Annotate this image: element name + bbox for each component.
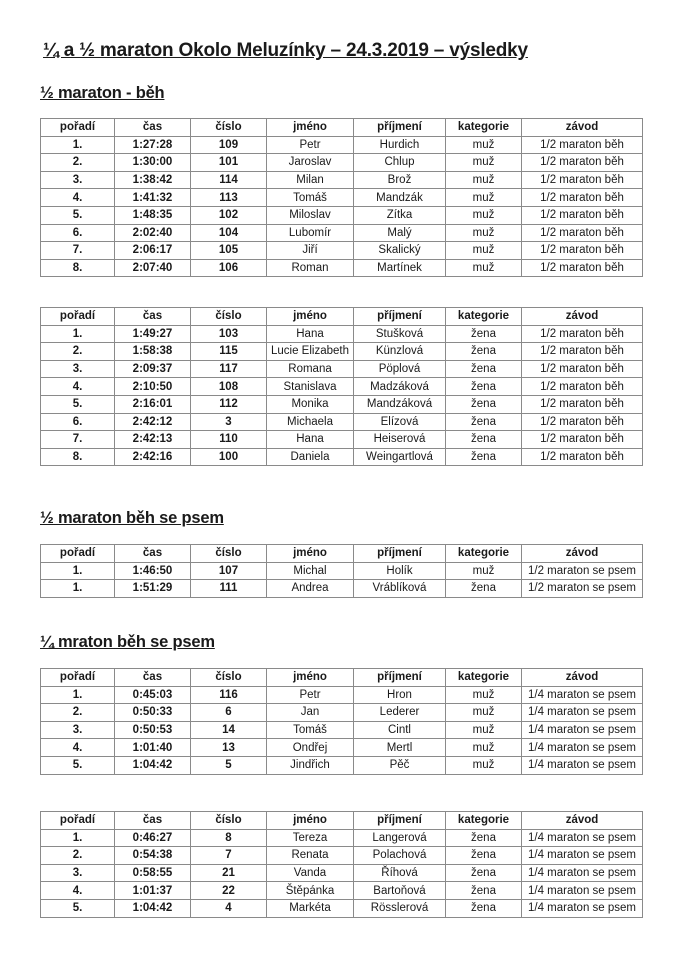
cell-rank: 2. [41,847,115,865]
cell-bib: 3 [191,413,267,431]
cell-first-name: Milan [267,171,354,189]
cell-last-name: Polachová [354,847,446,865]
cell-race: 1/4 maraton se psem [522,686,643,704]
column-header-rank: pořadí [41,545,115,563]
cell-race: 1/4 maraton se psem [522,899,643,917]
cell-rank: 2. [41,704,115,722]
cell-first-name: Tomáš [267,721,354,739]
cell-race: 1/2 maraton běh [522,224,643,242]
table-row [41,413,643,431]
document-title: ¼ a ½ maraton Okolo Meluzínky – 24.3.2019 – výsledky [43,40,528,61]
cell-category: muž [446,171,522,189]
cell-bib: 7 [191,847,267,865]
results-table-quarter-marathon-men [40,668,643,775]
cell-bib: 14 [191,721,267,739]
cell-time: 1:27:28 [115,136,191,154]
cell-last-name: Chlup [354,154,446,172]
column-header-category: kategorie [446,119,522,137]
cell-race: 1/2 maraton běh [522,360,643,378]
cell-rank: 3. [41,360,115,378]
cell-rank: 7. [41,242,115,260]
cell-last-name: Martínek [354,259,446,277]
cell-category: žena [446,829,522,847]
cell-bib: 111 [191,580,267,598]
cell-category: muž [446,721,522,739]
cell-first-name: Jan [267,704,354,722]
cell-race: 1/2 maraton běh [522,242,643,260]
column-header-time: čas [115,669,191,687]
cell-last-name: Mertl [354,739,446,757]
cell-rank: 5. [41,395,115,413]
cell-time: 0:50:53 [115,721,191,739]
cell-rank: 4. [41,189,115,207]
cell-last-name: Malý [354,224,446,242]
column-header-time: čas [115,119,191,137]
cell-category: žena [446,325,522,343]
cell-time: 0:54:38 [115,847,191,865]
cell-category: žena [446,360,522,378]
cell-rank: 1. [41,562,115,580]
column-header-first-name: jméno [267,119,354,137]
cell-category: muž [446,704,522,722]
cell-bib: 112 [191,395,267,413]
cell-time: 0:45:03 [115,686,191,704]
cell-time: 1:41:32 [115,189,191,207]
cell-category: žena [446,864,522,882]
table-row [41,206,643,224]
column-header-bib: číslo [191,308,267,326]
cell-first-name: Markéta [267,899,354,917]
cell-first-name: Roman [267,259,354,277]
cell-rank: 3. [41,171,115,189]
cell-bib: 113 [191,189,267,207]
table-row [41,224,643,242]
cell-bib: 110 [191,431,267,449]
results-table-half-marathon-men [40,118,643,277]
column-header-race: závod [522,545,643,563]
cell-rank: 4. [41,739,115,757]
cell-last-name: Heiserová [354,431,446,449]
cell-rank: 7. [41,431,115,449]
cell-last-name: Langerová [354,829,446,847]
cell-first-name: Andrea [267,580,354,598]
cell-time: 0:50:33 [115,704,191,722]
cell-race: 1/2 maraton běh [522,395,643,413]
cell-category: muž [446,224,522,242]
cell-bib: 103 [191,325,267,343]
cell-first-name: Daniela [267,448,354,466]
cell-time: 2:09:37 [115,360,191,378]
column-header-race: závod [522,119,643,137]
column-header-first-name: jméno [267,308,354,326]
cell-first-name: Tomáš [267,189,354,207]
column-header-time: čas [115,812,191,830]
cell-rank: 6. [41,224,115,242]
cell-last-name: Pöplová [354,360,446,378]
cell-time: 2:16:01 [115,395,191,413]
cell-rank: 5. [41,756,115,774]
table-row [41,171,643,189]
cell-bib: 102 [191,206,267,224]
cell-last-name: Pěč [354,756,446,774]
cell-rank: 1. [41,325,115,343]
cell-bib: 106 [191,259,267,277]
results-table-half-marathon-women [40,307,643,466]
column-header-category: kategorie [446,545,522,563]
cell-last-name: Elízová [354,413,446,431]
cell-race: 1/2 maraton běh [522,171,643,189]
table-row [41,721,643,739]
cell-category: žena [446,395,522,413]
table-row [41,847,643,865]
cell-time: 2:02:40 [115,224,191,242]
cell-last-name: Bartoňová [354,882,446,900]
cell-time: 1:30:00 [115,154,191,172]
cell-first-name: Tereza [267,829,354,847]
cell-category: žena [446,448,522,466]
cell-race: 1/2 maraton běh [522,431,643,449]
cell-time: 2:06:17 [115,242,191,260]
cell-last-name: Cintl [354,721,446,739]
cell-last-name: Hurdich [354,136,446,154]
cell-bib: 21 [191,864,267,882]
cell-bib: 5 [191,756,267,774]
cell-bib: 100 [191,448,267,466]
table-row [41,154,643,172]
cell-last-name: Vráblíková [354,580,446,598]
cell-bib: 8 [191,829,267,847]
cell-time: 1:46:50 [115,562,191,580]
cell-bib: 108 [191,378,267,396]
cell-last-name: Brož [354,171,446,189]
cell-category: žena [446,378,522,396]
cell-time: 1:01:37 [115,882,191,900]
cell-first-name: Romana [267,360,354,378]
cell-race: 1/4 maraton se psem [522,864,643,882]
cell-last-name: Madzáková [354,378,446,396]
cell-race: 1/4 maraton se psem [522,739,643,757]
cell-first-name: Jaroslav [267,154,354,172]
cell-time: 0:46:27 [115,829,191,847]
cell-category: žena [446,580,522,598]
cell-first-name: Petr [267,686,354,704]
cell-rank: 5. [41,206,115,224]
table-row [41,829,643,847]
cell-race: 1/4 maraton se psem [522,829,643,847]
cell-race: 1/2 maraton běh [522,343,643,361]
cell-rank: 6. [41,413,115,431]
cell-rank: 3. [41,721,115,739]
column-header-race: závod [522,308,643,326]
cell-bib: 115 [191,343,267,361]
cell-race: 1/2 maraton běh [522,413,643,431]
cell-category: žena [446,413,522,431]
table-row [41,756,643,774]
table-row [41,882,643,900]
cell-category: muž [446,242,522,260]
cell-bib: 105 [191,242,267,260]
cell-bib: 4 [191,899,267,917]
column-header-category: kategorie [446,812,522,830]
cell-time: 1:04:42 [115,899,191,917]
column-header-bib: číslo [191,812,267,830]
cell-first-name: Lubomír [267,224,354,242]
cell-rank: 8. [41,448,115,466]
cell-race: 1/2 maraton běh [522,136,643,154]
cell-time: 1:48:35 [115,206,191,224]
cell-last-name: Mandzáková [354,395,446,413]
cell-category: muž [446,686,522,704]
cell-first-name: Štěpánka [267,882,354,900]
cell-rank: 2. [41,154,115,172]
table-row [41,343,643,361]
cell-bib: 117 [191,360,267,378]
header-row [41,308,643,326]
table-row [41,259,643,277]
cell-first-name: Miloslav [267,206,354,224]
cell-time: 2:42:12 [115,413,191,431]
cell-bib: 116 [191,686,267,704]
cell-time: 1:51:29 [115,580,191,598]
cell-bib: 6 [191,704,267,722]
cell-time: 1:49:27 [115,325,191,343]
cell-first-name: Ondřej [267,739,354,757]
cell-bib: 101 [191,154,267,172]
cell-race: 1/2 maraton běh [522,378,643,396]
cell-time: 2:42:16 [115,448,191,466]
cell-category: žena [446,847,522,865]
cell-category: muž [446,206,522,224]
cell-race: 1/2 maraton běh [522,448,643,466]
cell-last-name: Holík [354,562,446,580]
table-row [41,325,643,343]
cell-race: 1/4 maraton se psem [522,756,643,774]
cell-first-name: Vanda [267,864,354,882]
cell-category: muž [446,562,522,580]
cell-category: žena [446,343,522,361]
table-row [41,704,643,722]
column-header-last-name: příjmení [354,308,446,326]
cell-time: 1:58:38 [115,343,191,361]
cell-last-name: Skalický [354,242,446,260]
cell-bib: 22 [191,882,267,900]
column-header-bib: číslo [191,669,267,687]
cell-bib: 114 [191,171,267,189]
table-row [41,360,643,378]
results-table-half-marathon-dog [40,544,643,598]
table-row [41,448,643,466]
cell-first-name: Michal [267,562,354,580]
cell-first-name: Jindřich [267,756,354,774]
table-row [41,242,643,260]
cell-time: 1:04:42 [115,756,191,774]
cell-first-name: Michaela [267,413,354,431]
cell-first-name: Renata [267,847,354,865]
cell-category: muž [446,739,522,757]
table-row [41,562,643,580]
cell-last-name: Říhová [354,864,446,882]
column-header-rank: pořadí [41,669,115,687]
column-header-rank: pořadí [41,308,115,326]
cell-time: 2:07:40 [115,259,191,277]
cell-rank: 4. [41,882,115,900]
cell-first-name: Lucie Elizabeth [267,343,354,361]
cell-last-name: Stušková [354,325,446,343]
cell-race: 1/2 maraton běh [522,189,643,207]
column-header-last-name: příjmení [354,545,446,563]
cell-category: muž [446,259,522,277]
column-header-race: závod [522,669,643,687]
column-header-last-name: příjmení [354,812,446,830]
cell-rank: 1. [41,829,115,847]
cell-rank: 3. [41,864,115,882]
cell-category: žena [446,882,522,900]
cell-race: 1/2 maraton běh [522,206,643,224]
table-row [41,899,643,917]
cell-time: 2:10:50 [115,378,191,396]
table-row [41,378,643,396]
column-header-last-name: příjmení [354,669,446,687]
cell-last-name: Weingartlová [354,448,446,466]
cell-category: žena [446,899,522,917]
cell-race: 1/2 maraton běh [522,259,643,277]
section-heading-quarter-marathon-dog: ¼ mraton běh se psem [40,633,215,651]
cell-bib: 104 [191,224,267,242]
column-header-first-name: jméno [267,812,354,830]
cell-race: 1/4 maraton se psem [522,882,643,900]
column-header-rank: pořadí [41,812,115,830]
cell-rank: 4. [41,378,115,396]
table-row [41,580,643,598]
cell-rank: 5. [41,899,115,917]
cell-race: 1/2 maraton běh [522,325,643,343]
cell-category: muž [446,756,522,774]
cell-first-name: Jiří [267,242,354,260]
cell-first-name: Hana [267,431,354,449]
column-header-race: závod [522,812,643,830]
column-header-time: čas [115,545,191,563]
column-header-rank: pořadí [41,119,115,137]
cell-race: 1/2 maraton se psem [522,562,643,580]
header-row [41,545,643,563]
cell-last-name: Hron [354,686,446,704]
cell-time: 2:42:13 [115,431,191,449]
table-row [41,686,643,704]
cell-first-name: Hana [267,325,354,343]
cell-category: muž [446,136,522,154]
cell-first-name: Petr [267,136,354,154]
column-header-first-name: jméno [267,669,354,687]
cell-last-name: Rösslerová [354,899,446,917]
cell-race: 1/2 maraton běh [522,154,643,172]
column-header-bib: číslo [191,545,267,563]
cell-last-name: Mandzák [354,189,446,207]
table-row [41,864,643,882]
cell-race: 1/4 maraton se psem [522,704,643,722]
cell-time: 1:01:40 [115,739,191,757]
cell-last-name: Zítka [354,206,446,224]
column-header-time: čas [115,308,191,326]
column-header-last-name: příjmení [354,119,446,137]
section-heading-half-marathon-dog: ½ maraton běh se psem [40,509,224,527]
table-row [41,136,643,154]
cell-rank: 1. [41,580,115,598]
table-row [41,431,643,449]
header-row [41,119,643,137]
cell-rank: 1. [41,686,115,704]
cell-race: 1/4 maraton se psem [522,721,643,739]
column-header-category: kategorie [446,669,522,687]
cell-bib: 109 [191,136,267,154]
cell-rank: 1. [41,136,115,154]
table-row [41,189,643,207]
cell-rank: 8. [41,259,115,277]
cell-category: muž [446,189,522,207]
cell-race: 1/2 maraton se psem [522,580,643,598]
cell-first-name: Stanislava [267,378,354,396]
cell-time: 0:58:55 [115,864,191,882]
column-header-bib: číslo [191,119,267,137]
cell-last-name: Künzlová [354,343,446,361]
header-row [41,812,643,830]
cell-last-name: Lederer [354,704,446,722]
column-header-first-name: jméno [267,545,354,563]
cell-bib: 107 [191,562,267,580]
cell-category: muž [446,154,522,172]
results-table-quarter-marathon-women [40,811,643,918]
header-row [41,669,643,687]
cell-time: 1:38:42 [115,171,191,189]
column-header-category: kategorie [446,308,522,326]
cell-category: žena [446,431,522,449]
cell-rank: 2. [41,343,115,361]
cell-first-name: Monika [267,395,354,413]
cell-race: 1/4 maraton se psem [522,847,643,865]
table-row [41,739,643,757]
section-heading-half-marathon-run: ½ maraton - běh [40,84,165,102]
table-row [41,395,643,413]
cell-bib: 13 [191,739,267,757]
